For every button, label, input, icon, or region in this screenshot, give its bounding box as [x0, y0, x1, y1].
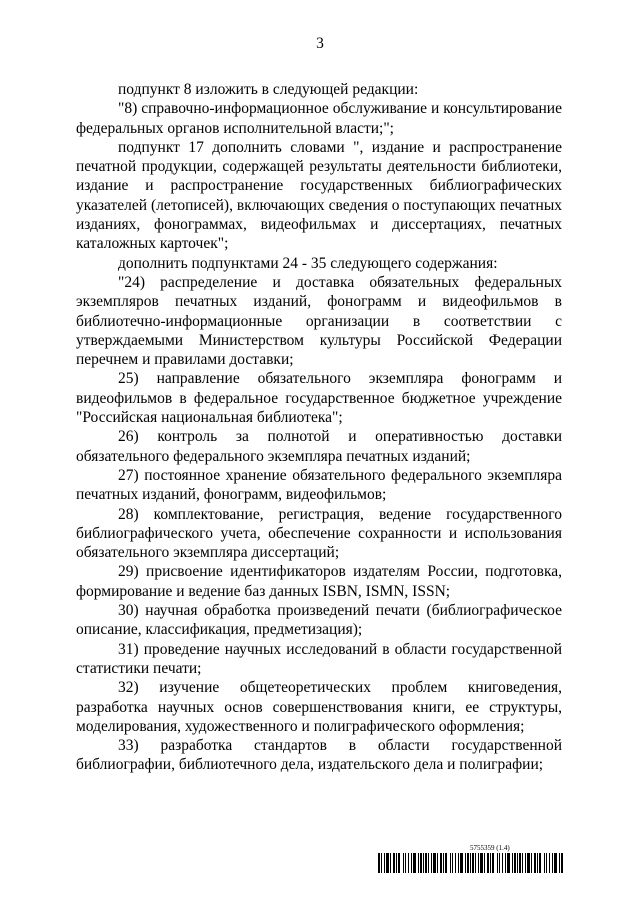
barcode-bar — [423, 853, 424, 873]
paragraph-subitem-24: "24) распределение и доставка обязательных федеральных экземпляров печатных изданий, фонограмм и видеофильмов в библиотечно-информационные организации в соответствии с утверждаемыми Министерством культуры Российской Федерации перечнем и правилами доставки; — [76, 273, 562, 369]
barcode-bar — [490, 853, 491, 873]
barcode-bar — [408, 853, 409, 873]
barcode-label: 5755359 (1.4) — [470, 844, 510, 852]
page-number: 3 — [316, 35, 324, 52]
paragraph-subitem-8-intro: подпункт 8 изложить в следующей редакции: — [118, 81, 419, 98]
barcode-bar — [398, 853, 400, 873]
barcode-bar — [428, 853, 429, 873]
barcode-bar — [505, 853, 506, 873]
barcode-bar — [450, 853, 451, 873]
barcode-bar — [470, 853, 471, 873]
barcode-bar — [514, 853, 516, 873]
paragraph-subitem-8-text: "8) справочно-информационное обслуживание и консультирование федеральных органов исполнительной власти;"; — [76, 100, 562, 137]
barcode-bar — [544, 853, 545, 873]
barcode-bar — [467, 853, 469, 873]
paragraph-subitem-17: подпункт 17 дополнить словами ", издание и распространение печатной продукции, содержащей результаты деятельности библиотеки, издание и распространение государственных библиографических указателей (летописей), включающих сведения о поступающих печатных изданиях, фонограммах, видеофильмах и диссертациях, печатных каталожных карточек"; — [76, 138, 562, 253]
paragraph-subitem-31: 31) проведение научных исследований в области государственной статистики печати; — [76, 640, 562, 677]
barcode-bar — [512, 853, 513, 873]
barcode-bar — [537, 853, 538, 873]
barcode-bar — [487, 853, 489, 873]
barcode-bar — [396, 853, 397, 873]
barcode-bar — [413, 853, 416, 873]
barcode-bar — [458, 853, 459, 873]
paragraph-subitem-30: 30) научная обработка произведений печати (библиографическое описание, классификация, предметизация); — [76, 602, 562, 639]
barcode-bar — [418, 853, 419, 873]
barcode-bar — [403, 853, 404, 873]
barcode-bar — [390, 853, 391, 873]
barcode-bar — [384, 853, 385, 873]
barcode-bar — [539, 853, 541, 873]
document-body — [76, 80, 562, 775]
barcode-bar — [393, 853, 395, 873]
barcode-bar — [561, 853, 563, 873]
paragraph-subitem-27: 27) постоянное хранение обязательного федерального экземпляра печатных изданий, фонограмм, видеофильмов; — [76, 466, 562, 504]
barcode-bar — [475, 853, 476, 873]
barcode-bar — [386, 853, 389, 873]
barcode-bar — [517, 853, 518, 873]
barcode-bar — [460, 853, 463, 873]
barcode-bar — [502, 853, 503, 873]
barcode-bar — [549, 853, 550, 873]
barcode-block — [378, 844, 564, 874]
barcode-bar — [522, 853, 523, 873]
barcode-bar — [499, 853, 500, 873]
barcode-bar — [443, 853, 444, 873]
barcode-bar — [507, 853, 510, 873]
barcode-bar — [478, 853, 479, 873]
paragraph-subitem-26: 26) контроль за полнотой и оперативностью доставки обязательного федерального экземпляра печатных изданий; — [76, 428, 562, 465]
barcode-bar — [534, 853, 536, 873]
barcode-bar — [497, 853, 498, 873]
barcode-bar — [484, 853, 485, 873]
paragraph-add-subitems-intro: дополнить подпунктами 24 - 35 следующего содержания: — [118, 254, 498, 272]
barcode-bar — [525, 853, 526, 873]
barcode-bar — [554, 853, 557, 873]
barcode-bar — [452, 853, 453, 873]
barcode-bar — [519, 853, 521, 873]
paragraph-subitem-33: 33) разработка стандартов в области государственной библиографии, библиотечного дела, издательского дела и полиграфии; — [76, 737, 562, 774]
paragraph-subitem-25: 25) направление обязательного экземпляра фонограмм и видеофильмов в федеральное государственное бюджетное учреждение "Российская национальная библиотека"; — [76, 370, 562, 427]
barcode-bar — [381, 853, 382, 873]
barcode-bar — [445, 853, 447, 873]
barcode-bar — [531, 853, 532, 873]
barcode-bar — [472, 853, 474, 873]
barcode-bar — [425, 853, 427, 873]
barcode-bar — [527, 853, 530, 873]
barcode-bar — [431, 853, 432, 873]
barcode-bar — [559, 853, 560, 873]
barcode-bar — [437, 853, 438, 873]
barcode-bar — [433, 853, 436, 873]
paragraph-subitem-29: 29) присвоение идентификаторов издателям России, подготовка, формирование и ведение баз данных ISBN, ISMN, ISSN; — [76, 563, 562, 600]
barcode-bar — [465, 853, 466, 873]
barcode-bar — [420, 853, 422, 873]
barcode-bar — [411, 853, 412, 873]
barcode-bar — [480, 853, 483, 873]
barcode-bar — [492, 853, 494, 873]
barcode-bar — [440, 853, 442, 873]
barcode-bar — [378, 853, 380, 873]
paragraph-subitem-32: 32) изучение общетеоретических проблем книговедения, разработка научных основ совершенствования книги, ее структуры, моделирования, художественного и полиграфического оформления; — [76, 679, 562, 735]
paragraph-subitem-28: 28) комплектование, регистрация, ведение государственного библиографического учета, обеспечение сохранности и использования обязательного экземпляра диссертаций; — [76, 505, 562, 562]
barcode-bar — [552, 853, 553, 873]
barcode-image — [378, 853, 564, 873]
barcode-bar — [455, 853, 456, 873]
barcode-bar — [546, 853, 547, 873]
barcode-bar — [405, 853, 406, 873]
